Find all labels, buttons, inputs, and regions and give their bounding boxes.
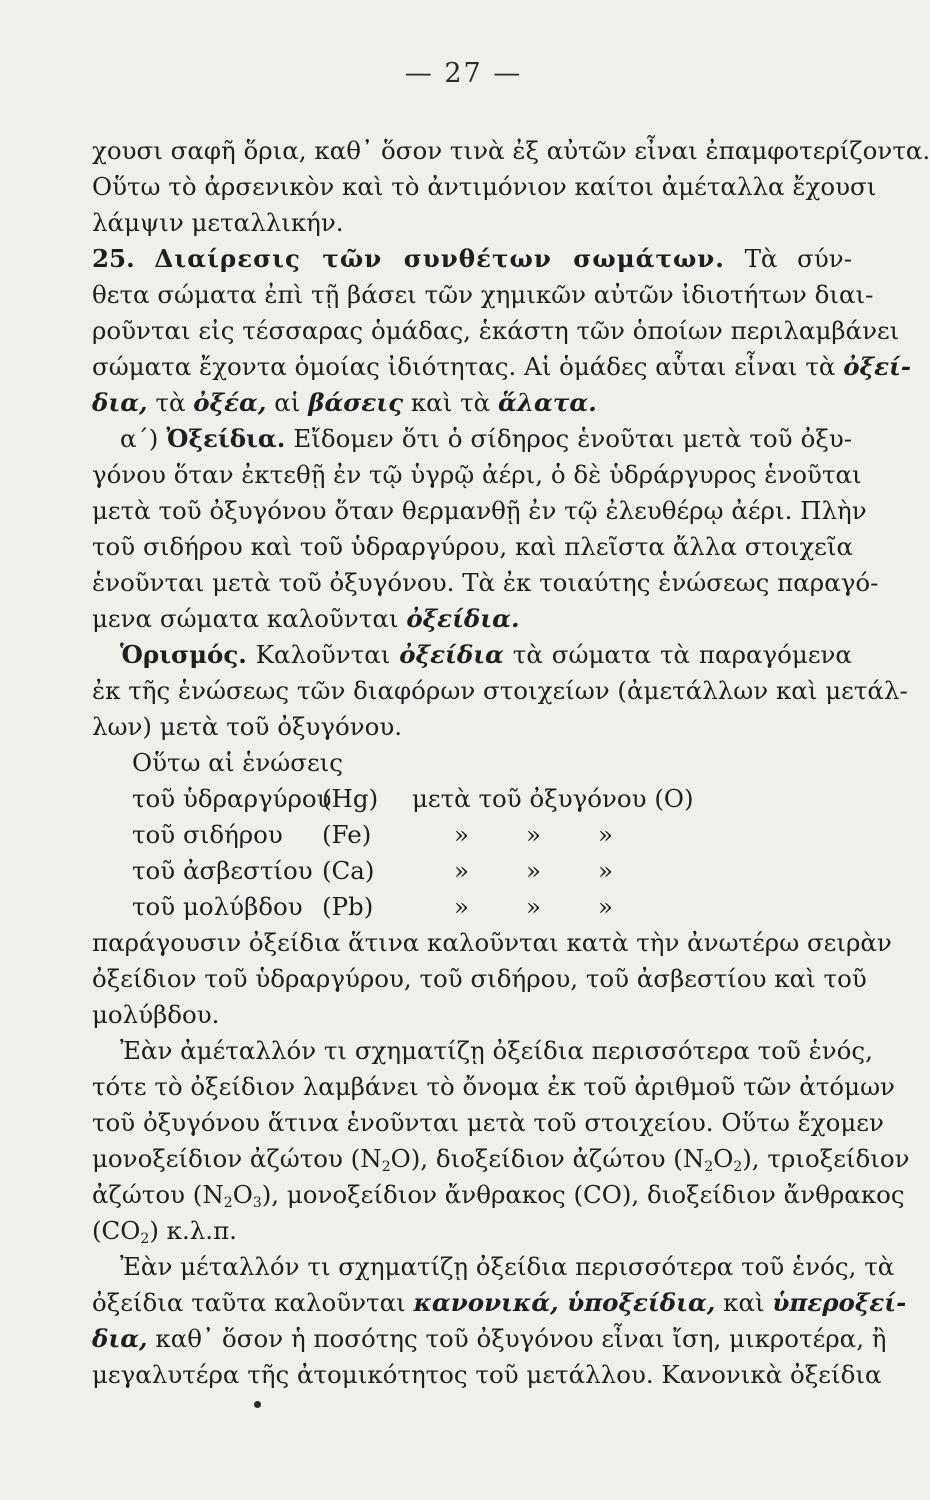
element-symbol: (Ca)	[322, 856, 375, 885]
formula-row	[92, 817, 852, 853]
term-oxides-end: δια,	[92, 388, 148, 417]
text-line: γόνου ὅταν ἐκτεθῇ ἐν τῷ ὑγρῷ ἀέρι, ὁ δὲ ὑδράργυρος ἑνοῦται	[92, 460, 862, 489]
ink-dot	[254, 1401, 261, 1408]
text-fragment: σώματα ἔχοντα ὁμοίας ἰδιότητας. Αἱ ὁμάδες αὗται εἶναι τὰ	[92, 352, 836, 381]
text-fragment: ὀξείδια ταῦτα καλοῦνται	[92, 1288, 406, 1317]
term-oxides: ὀξείδια.	[406, 604, 520, 633]
text-line: μεγαλυτέρα τῆς ἀτομικότητος τοῦ μετάλλου. Κανονικὰ ὀξείδια	[92, 1360, 882, 1389]
text-fragment: καὶ τὰ	[410, 388, 491, 417]
text-line: Ἐὰν ἀμέταλλόν τι σχηματίζῃ ὀξείδια περισσότερα τοῦ ἑνός,	[120, 1036, 873, 1065]
text-line: λάμψιν μεταλλικήν.	[92, 208, 344, 237]
subsection-letter: α´)	[120, 424, 159, 453]
element-name: τοῦ σιδήρου	[132, 820, 283, 849]
text-line: παράγουσιν ὀξείδια ἅτινα καλοῦνται κατὰ τὴν ἀνωτέρω σειρὰν	[92, 928, 892, 957]
element-name: τοῦ ἀσβεστίου	[132, 856, 313, 885]
text-line: ροῦνται εἰς τέσσαρας ὁμάδας, ἑκάστη τῶν ὁποίων περιλαμβάνει	[92, 316, 900, 345]
ditto-marks: » » »	[454, 856, 613, 885]
term-oxide-types: κανονικά, ὑποξείδια,	[413, 1288, 716, 1317]
definition-line	[92, 637, 852, 673]
text-line: Οὕτω τὸ ἀρσενικὸν καὶ τὸ ἀντιμόνιον καίτοι ἀμέταλλα ἔχουσι	[92, 172, 877, 201]
formula-row	[92, 853, 852, 889]
term-oxides: ὀξείδια	[399, 640, 504, 669]
element-name: τοῦ μολύβδου	[132, 892, 303, 921]
text-line: τοῦ ὀξυγόνου ἅτινα ἑνοῦνται μετὰ τοῦ στοιχείου. Οὕτω ἔχομεν	[92, 1108, 884, 1137]
term-acids: ὀξέα,	[193, 388, 267, 417]
page-number: — 27 —	[404, 58, 523, 89]
text-line	[92, 1321, 887, 1357]
definition-label: Ὁρισμός.	[120, 640, 247, 669]
section-heading-line	[92, 241, 852, 277]
section-title: Διαίρεσις τῶν συνθέτων σωμάτων.	[154, 244, 725, 273]
text-fragment: μενα σώματα καλοῦνται	[92, 604, 399, 633]
text-line: ἑνοῦνται μετὰ τοῦ ὀξυγόνου. Τὰ ἐκ τοιαύτης ἑνώσεως παραγό-	[92, 568, 879, 597]
element-symbol: (Hg)	[322, 784, 379, 813]
text-line: μετὰ τοῦ ὀξυγόνου ὅταν θερμανθῇ ἐν τῷ ἐλευθέρῳ ἀέρι. Πλὴν	[92, 496, 867, 525]
text-line: μολύβδου.	[92, 1000, 220, 1029]
text-line	[92, 1285, 907, 1321]
text-line: $(CO_2)$ κ.λ.π.	[92, 1216, 237, 1247]
term-peroxides: ὑπεροξεί-	[772, 1288, 907, 1317]
formula-row	[92, 781, 852, 817]
text-line: Ἐὰν μέταλλόν τι σχηματίζῃ ὀξείδια περισσότερα τοῦ ἑνός, τὰ	[120, 1252, 895, 1281]
term-salts: ἅλατα.	[498, 388, 597, 417]
text-line	[92, 601, 852, 637]
text-line	[92, 349, 911, 385]
text-line: τοῦ σιδήρου καὶ τοῦ ὑδραργύρου, καὶ πλεῖστα ἄλλα στοιχεῖα	[92, 532, 854, 561]
ditto-marks: » » »	[454, 892, 613, 921]
section-number: 25.	[92, 244, 135, 273]
text-fragment: αἱ	[274, 388, 301, 417]
formula-row	[92, 889, 852, 925]
text-fragment: καὶ	[723, 1288, 765, 1317]
page-text	[92, 133, 930, 1393]
text-fragment: τὰ	[155, 388, 186, 417]
term-oxides: ὀξεί-	[843, 352, 911, 381]
text-fragment: Καλοῦνται	[255, 640, 391, 669]
term-peroxides-end: δια,	[92, 1324, 148, 1353]
text-fragment: Εἴδομεν ὅτι ὁ σίδηρος ἑνοῦται μετὰ τοῦ ὀξυ-	[293, 424, 852, 453]
subsection-line	[92, 421, 852, 457]
text-fragment: καθ᾽ ὅσον ἡ ποσότης τοῦ ὀξυγόνου εἶναι ἴση, μικροτέρα, ἢ	[155, 1324, 887, 1353]
text-fragment: τὰ σώματα τὰ παραγόμενα	[512, 640, 852, 669]
term-bases: βάσεις	[308, 388, 404, 417]
text-line: ἐκ τῆς ἑνώσεως τῶν διαφόρων στοιχείων (ἀμετάλλων καὶ μετάλ-	[92, 676, 908, 705]
text-line	[92, 385, 852, 421]
text-line: ἀζώτου $(N_2O_3)$, μονοξείδιον ἄνθρακος (CO), διοξείδιον ἄνθρακος	[92, 1180, 905, 1211]
element-symbol: (Fe)	[322, 820, 372, 849]
text-line: μονοξείδιον ἀζώτου $(N_2O)$, διοξείδιον ἀζώτου $(N_2O_2)$, τριοξείδιον	[92, 1144, 910, 1175]
text-line: τότε τὸ ὀξείδιον λαμβάνει τὸ ὄνομα ἐκ τοῦ ἀριθμοῦ τῶν ἀτόμων	[92, 1072, 895, 1101]
subsection-title: Ὀξείδια.	[166, 424, 286, 453]
element-name: τοῦ ὑδραργύρου	[132, 784, 332, 813]
text-line: θετα σώματα ἐπὶ τῇ βάσει τῶν χημικῶν αὐτῶν ἰδιοτήτων διαι-	[92, 280, 874, 309]
ditto-marks: » » »	[454, 820, 613, 849]
element-symbol: (Pb)	[322, 892, 374, 921]
text-fragment: Τὰ σύν-	[744, 244, 852, 273]
text-line: χουσι σαφῆ ὅρια, καθ᾽ ὅσον τινὰ ἐξ αὐτῶν εἶναι ἐπαμφοτερίζοντα.	[92, 136, 930, 165]
text-line: ὀξείδιον τοῦ ὑδραργύρου, τοῦ σιδήρου, τοῦ ἀσβεστίου καὶ τοῦ	[92, 964, 867, 993]
formula-rest: μετὰ τοῦ ὀξυγόνου (Ο)	[412, 784, 694, 813]
text-line: λων) μετὰ τοῦ ὀξυγόνου.	[92, 712, 403, 741]
text-line: Οὕτω αἱ ἑνώσεις	[132, 748, 344, 777]
